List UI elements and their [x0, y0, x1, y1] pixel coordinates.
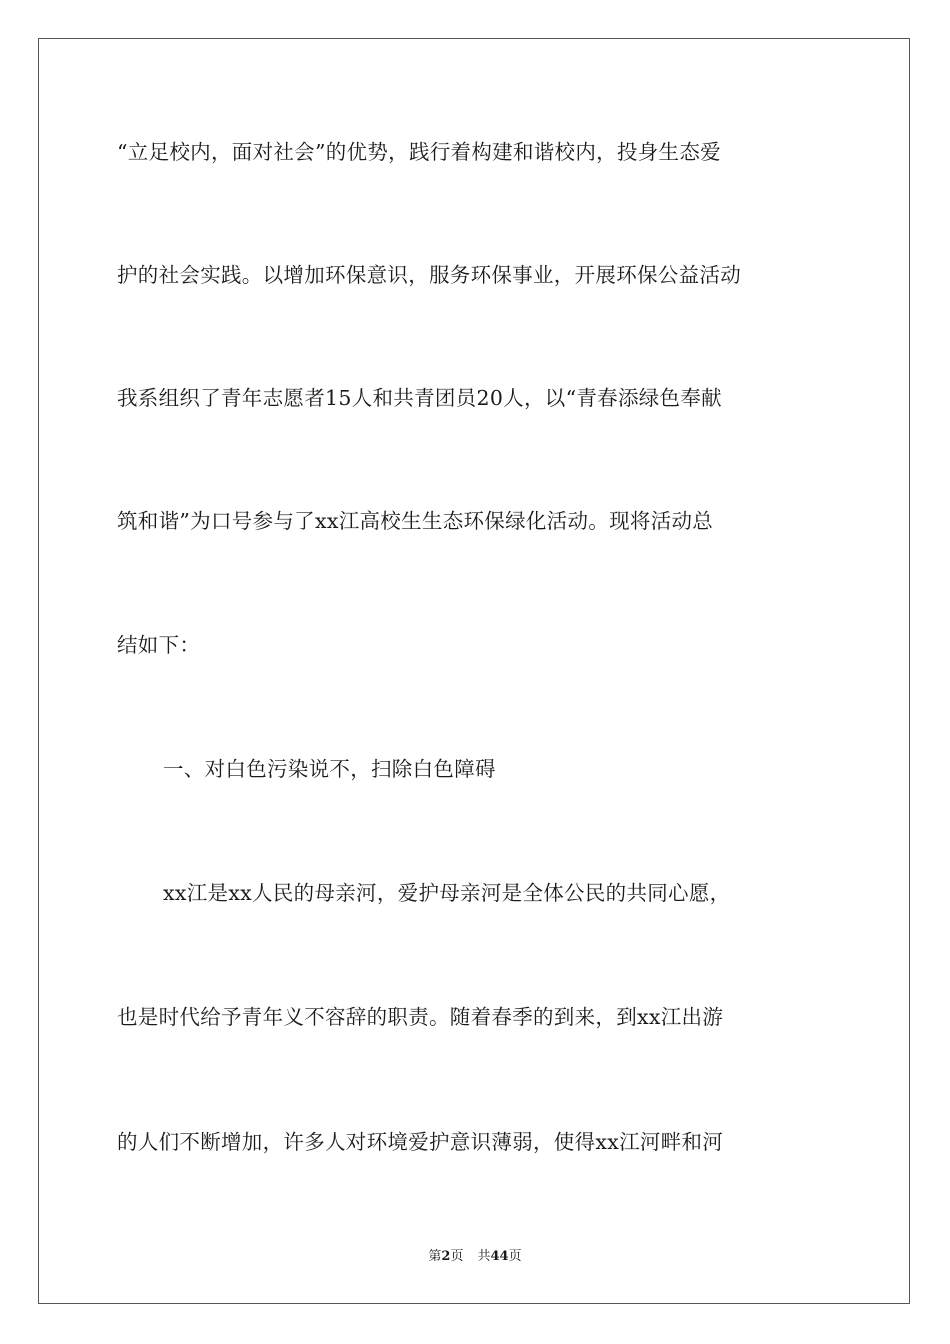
body-text-line-8: 也是时代给予青年义不容辞的职责。随着春季的到来，到xx江出游 — [117, 1005, 724, 1029]
footer-page-suffix: 页 — [450, 1249, 464, 1264]
footer-total-suffix: 页 — [508, 1249, 522, 1264]
body-text-line-4: 筑和谐”为口号参与了xx江高校生生态环保绿化活动。现将活动总 — [117, 509, 714, 533]
footer-total-pages: 44 — [490, 1249, 509, 1264]
page-footer — [0, 1248, 950, 1266]
footer-page-number: 2 — [441, 1249, 451, 1264]
body-text-line-3: 我系组织了青年志愿者15人和共青团员20人，以“青春添绿色奉献 — [117, 386, 722, 410]
page-border — [38, 38, 910, 1304]
section-heading: 一、对白色污染说不，扫除白色障碍 — [163, 757, 496, 781]
body-text-line-5: 结如下： — [117, 633, 201, 657]
footer-total-prefix: 共 — [477, 1249, 491, 1264]
footer-page-prefix: 第 — [428, 1249, 442, 1264]
body-text-line-1: “立足校内，面对社会”的优势，践行着构建和谐校内，投身生态爱 — [117, 140, 721, 164]
body-text-line-2: 护的社会实践。以增加环保意识，服务环保事业，开展环保公益活动 — [117, 263, 741, 287]
body-text-line-7: xx江是xx人民的母亲河，爱护母亲河是全体公民的共同心愿， — [163, 881, 731, 905]
body-text-line-9: 的人们不断增加，许多人对环境爱护意识薄弱，使得xx江河畔和河 — [117, 1130, 724, 1154]
